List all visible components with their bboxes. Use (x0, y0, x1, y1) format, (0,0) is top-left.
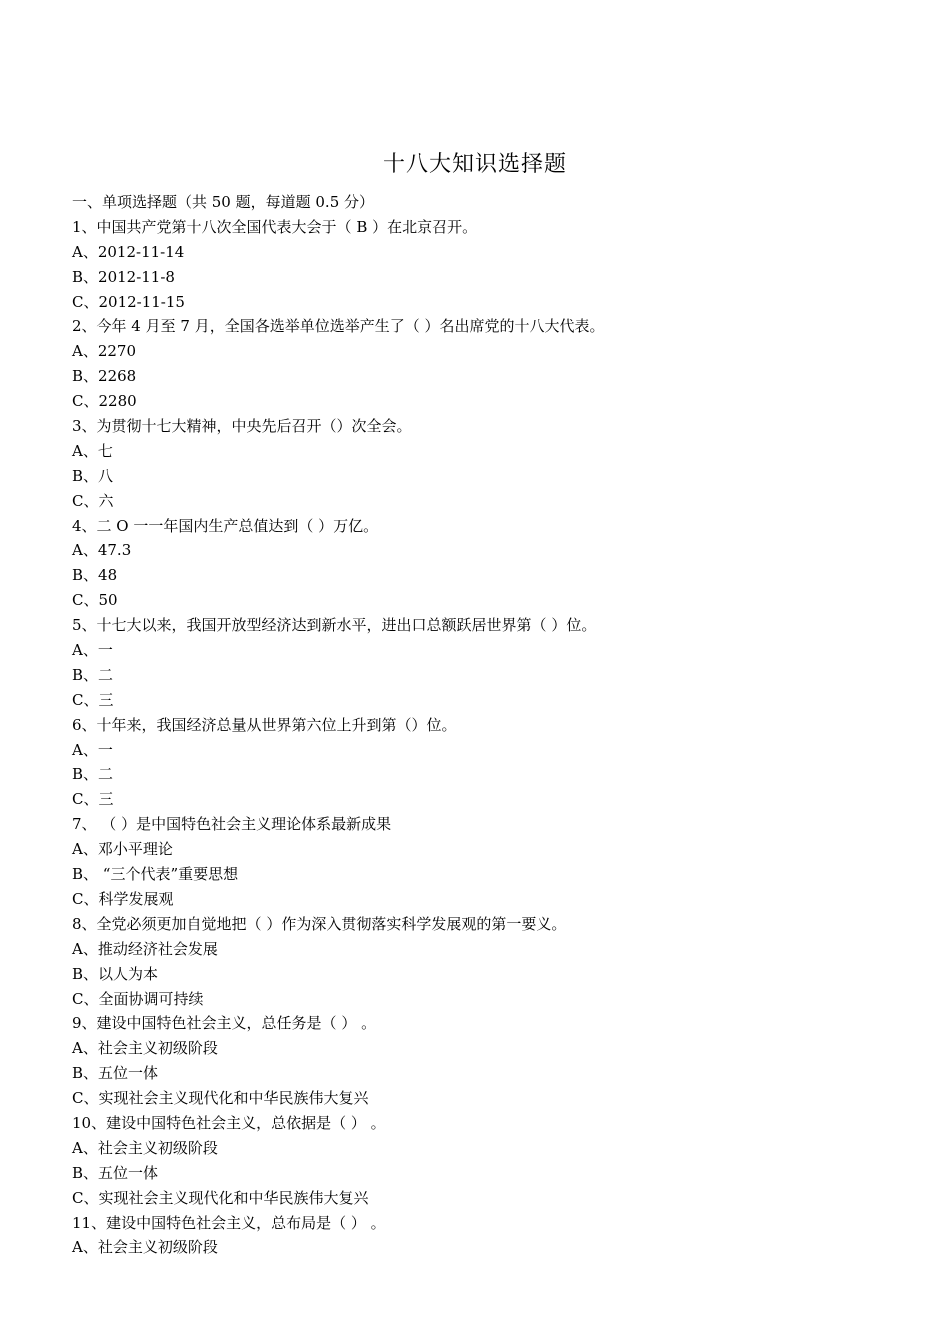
question-stem: 7、 （ ）是中国特色社会主义理论体系最新成果 (72, 815, 392, 834)
answer-option: C、六 (72, 491, 114, 510)
answer-option: B、2012-11-8 (72, 267, 175, 286)
question-stem: 11、建设中国特色社会主义，总布局是（ ） 。 (72, 1213, 386, 1232)
answer-option: A、邓小平理论 (72, 840, 173, 859)
answer-option: A、推动经济社会发展 (72, 939, 218, 958)
question-stem: 9、建设中国特色社会主义，总任务是（ ） 。 (72, 1014, 377, 1033)
answer-option: C、全面协调可持续 (72, 989, 204, 1008)
answer-option: C、科学发展观 (72, 889, 174, 908)
answer-option: B、五位一体 (72, 1163, 159, 1182)
page-title: 十八大知识选择题 (382, 152, 567, 177)
answer-option: C、实现社会主义现代化和中华民族伟大复兴 (72, 1089, 369, 1108)
answer-option: A、2270 (72, 342, 137, 361)
answer-option: A、七 (72, 441, 113, 460)
answer-option: C、50 (72, 591, 118, 610)
question-stem: 10、建设中国特色社会主义，总依据是（ ） 。 (72, 1113, 386, 1132)
answer-option: A、一 (72, 641, 113, 660)
answer-option: B、2268 (72, 367, 137, 386)
answer-option: B、二 (72, 765, 114, 784)
answer-option: A、47.3 (72, 541, 132, 560)
answer-option: C、2012-11-15 (72, 292, 185, 311)
document-body (72, 190, 892, 1260)
answer-option: B、八 (72, 466, 114, 485)
question-stem: 4、二 O 一一年国内生产总值达到（ ）万亿。 (72, 516, 379, 535)
answer-option: A、2012-11-14 (72, 242, 185, 261)
answer-option: B、以人为本 (72, 964, 159, 983)
question-stem: 3、为贯彻十七大精神，中央先后召开（）次全会。 (72, 417, 412, 436)
question-stem: 6、十年来，我国经济总量从世界第六位上升到第（）位。 (72, 715, 457, 734)
answer-option: A、社会主义初级阶段 (72, 1238, 218, 1257)
answer-option: B、五位一体 (72, 1064, 159, 1083)
answer-option: A、社会主义初级阶段 (72, 1138, 218, 1157)
answer-option: C、2280 (72, 392, 137, 411)
answer-option: A、一 (72, 740, 113, 759)
question-stem: 1、中国共产党第十八次全国代表大会于（ B ）在北京召开。 (72, 217, 478, 236)
question-stem: 8、全党必须更加自觉地把（ ）作为深入贯彻落实科学发展观的第一要义。 (72, 914, 567, 933)
answer-option: B、 “三个代表”重要思想 (72, 865, 239, 884)
section-heading: 一、单项选择题（共 50 题，每道题 0.5 分） (72, 193, 375, 211)
answer-option: C、三 (72, 690, 114, 709)
question-stem: 5、十七大以来，我国开放型经济达到新水平，进出口总额跃居世界第（ ）位。 (72, 616, 597, 635)
answer-option: A、社会主义初级阶段 (72, 1039, 218, 1058)
answer-option: B、48 (72, 566, 118, 585)
answer-option: C、实现社会主义现代化和中华民族伟大复兴 (72, 1188, 369, 1207)
answer-option: B、二 (72, 665, 114, 684)
question-stem: 2、今年 4 月至 7 月，全国各选举单位选举产生了（ ）名出席党的十八大代表。 (72, 317, 605, 336)
answer-option: C、三 (72, 790, 114, 809)
